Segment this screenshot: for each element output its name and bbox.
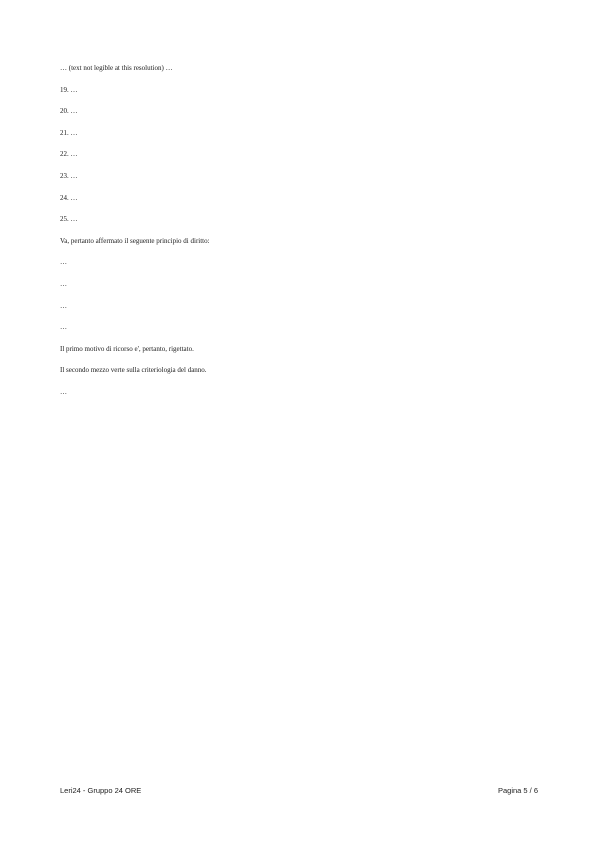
paragraph: 24. …	[60, 193, 78, 202]
paragraph: 22. …	[60, 150, 78, 159]
paragraph: Va, pertanto affermato il seguente principio di diritto:	[60, 236, 210, 245]
paragraph: 21. …	[60, 128, 78, 137]
paragraph: …	[60, 279, 67, 288]
footer-page-number: Pagina 5 / 6	[497, 786, 538, 795]
paragraph: … (text not legible at this resolution) …	[60, 64, 173, 72]
paragraph: 25. …	[60, 215, 78, 224]
paragraph: …	[60, 258, 67, 267]
paragraph: …	[60, 301, 67, 310]
paragraph: …	[60, 323, 67, 332]
paragraph: 23. …	[60, 171, 78, 180]
footer-publisher: Leri24 - Gruppo 24 ORE	[60, 786, 142, 795]
paragraph: Il secondo mezzo verte sulla criteriologia del danno.	[60, 366, 207, 375]
paragraph: …	[60, 387, 67, 396]
paragraph: 20. …	[60, 107, 78, 116]
paragraph: 19. …	[60, 85, 78, 94]
document-body	[60, 62, 538, 408]
paragraph: Il primo motivo di ricorso e', pertanto, rigettato.	[60, 344, 194, 353]
